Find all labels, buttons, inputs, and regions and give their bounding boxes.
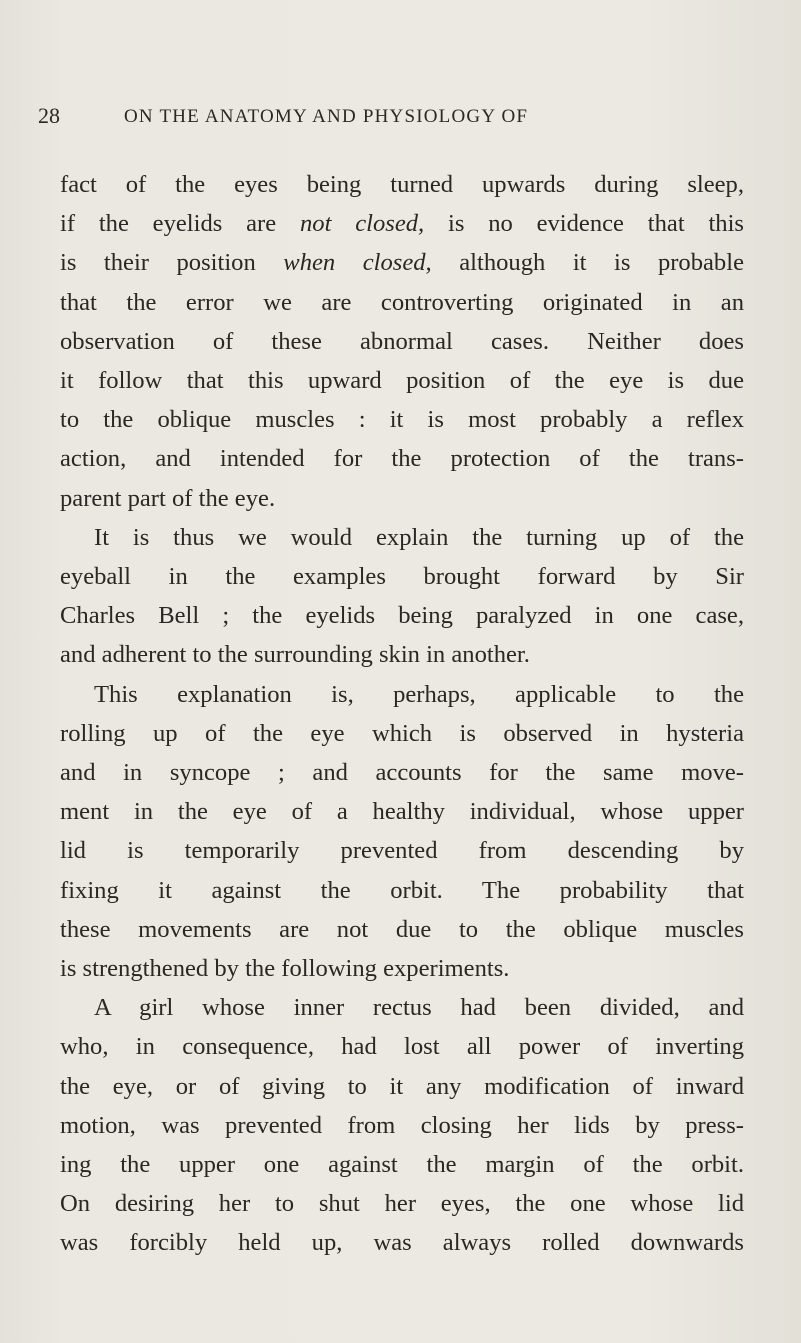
text-line bbox=[60, 1106, 744, 1145]
text-line bbox=[60, 165, 744, 204]
text-run: ing the upper one against the margin of the orbit. bbox=[60, 1151, 744, 1179]
text-run: Charles Bell ; the eyelids being paralyzed in one case, bbox=[60, 602, 744, 630]
text-line bbox=[60, 283, 744, 322]
text-line bbox=[60, 635, 744, 674]
text-line bbox=[60, 322, 744, 361]
text-run: fixing it against the orbit. The probability that bbox=[60, 876, 744, 904]
text-run: who, in consequence, had lost all power of inverting bbox=[60, 1033, 744, 1061]
text-line bbox=[60, 1184, 744, 1223]
text-run: parent part of the eye. bbox=[60, 484, 276, 512]
text-run: is their position bbox=[60, 249, 284, 277]
text-line bbox=[60, 204, 744, 243]
text-run: motion, was prevented from closing her lids by press- bbox=[60, 1111, 744, 1139]
body-text bbox=[60, 165, 744, 1263]
text-line bbox=[60, 479, 744, 518]
text-run: eyeball in the examples brought forward by Sir bbox=[60, 563, 744, 591]
text-run: these movements are not due to the oblique muscles bbox=[60, 915, 744, 943]
text-run: ment in the eye of a healthy individual, whose upper bbox=[60, 798, 744, 826]
text-line bbox=[60, 871, 744, 910]
italic-text: when closed, bbox=[283, 249, 432, 277]
text-line bbox=[60, 714, 744, 753]
text-line bbox=[60, 518, 744, 557]
text-run: lid is temporarily prevented from descending by bbox=[60, 837, 744, 865]
text-run: and in syncope ; and accounts for the same move- bbox=[60, 759, 744, 787]
text-line bbox=[60, 1145, 744, 1184]
italic-text: not closed, bbox=[299, 210, 425, 238]
text-line bbox=[60, 949, 744, 988]
text-line bbox=[60, 439, 744, 478]
text-line bbox=[60, 910, 744, 949]
text-run: On desiring her to shut her eyes, the one whose lid bbox=[60, 1190, 744, 1218]
text-run: fact of the eyes being turned upwards during sleep, bbox=[60, 171, 744, 198]
text-run: although it is probable bbox=[431, 249, 744, 277]
text-run: and adherent to the surrounding skin in another. bbox=[60, 641, 530, 669]
text-line bbox=[60, 753, 744, 792]
page-number: 28 bbox=[38, 103, 60, 128]
text-line bbox=[60, 361, 744, 400]
text-line bbox=[60, 831, 744, 870]
text-line bbox=[60, 988, 744, 1027]
text-run: action, and intended for the protection of the trans- bbox=[60, 445, 744, 473]
text-line bbox=[60, 1067, 744, 1106]
text-run: rolling up of the eye which is observed in hysteria bbox=[60, 719, 744, 747]
text-line bbox=[60, 1223, 744, 1262]
text-line bbox=[60, 1027, 744, 1066]
text-run: was forcibly held up, was always rolled downwards bbox=[60, 1229, 744, 1257]
text-line bbox=[60, 792, 744, 831]
text-run: A girl whose inner rectus had been divided, and bbox=[94, 994, 744, 1022]
text-run: to the oblique muscles : it is most probably a reflex bbox=[60, 406, 744, 434]
text-run: is strengthened by the following experiments. bbox=[60, 955, 510, 983]
text-line bbox=[60, 243, 744, 282]
text-line bbox=[60, 557, 744, 596]
text-line bbox=[60, 400, 744, 439]
text-run: It is thus we would explain the turning up of the bbox=[94, 523, 744, 551]
text-run: This explanation is, perhaps, applicable to the bbox=[94, 680, 744, 708]
text-line bbox=[60, 596, 744, 635]
text-run: if the eyelids are bbox=[60, 210, 300, 238]
page-header bbox=[38, 103, 758, 133]
text-line bbox=[60, 675, 744, 714]
text-run: it follow that this upward position of the eye is due bbox=[60, 367, 744, 395]
running-head: ON THE ANATOMY AND PHYSIOLOGY OF bbox=[124, 106, 529, 127]
text-run: is no evidence that this bbox=[424, 210, 744, 238]
text-run: observation of these abnormal cases. Neither does bbox=[60, 327, 744, 355]
text-run: the eye, or of giving to it any modification of inward bbox=[60, 1072, 744, 1100]
text-run: that the error we are controverting originated in an bbox=[60, 288, 744, 316]
